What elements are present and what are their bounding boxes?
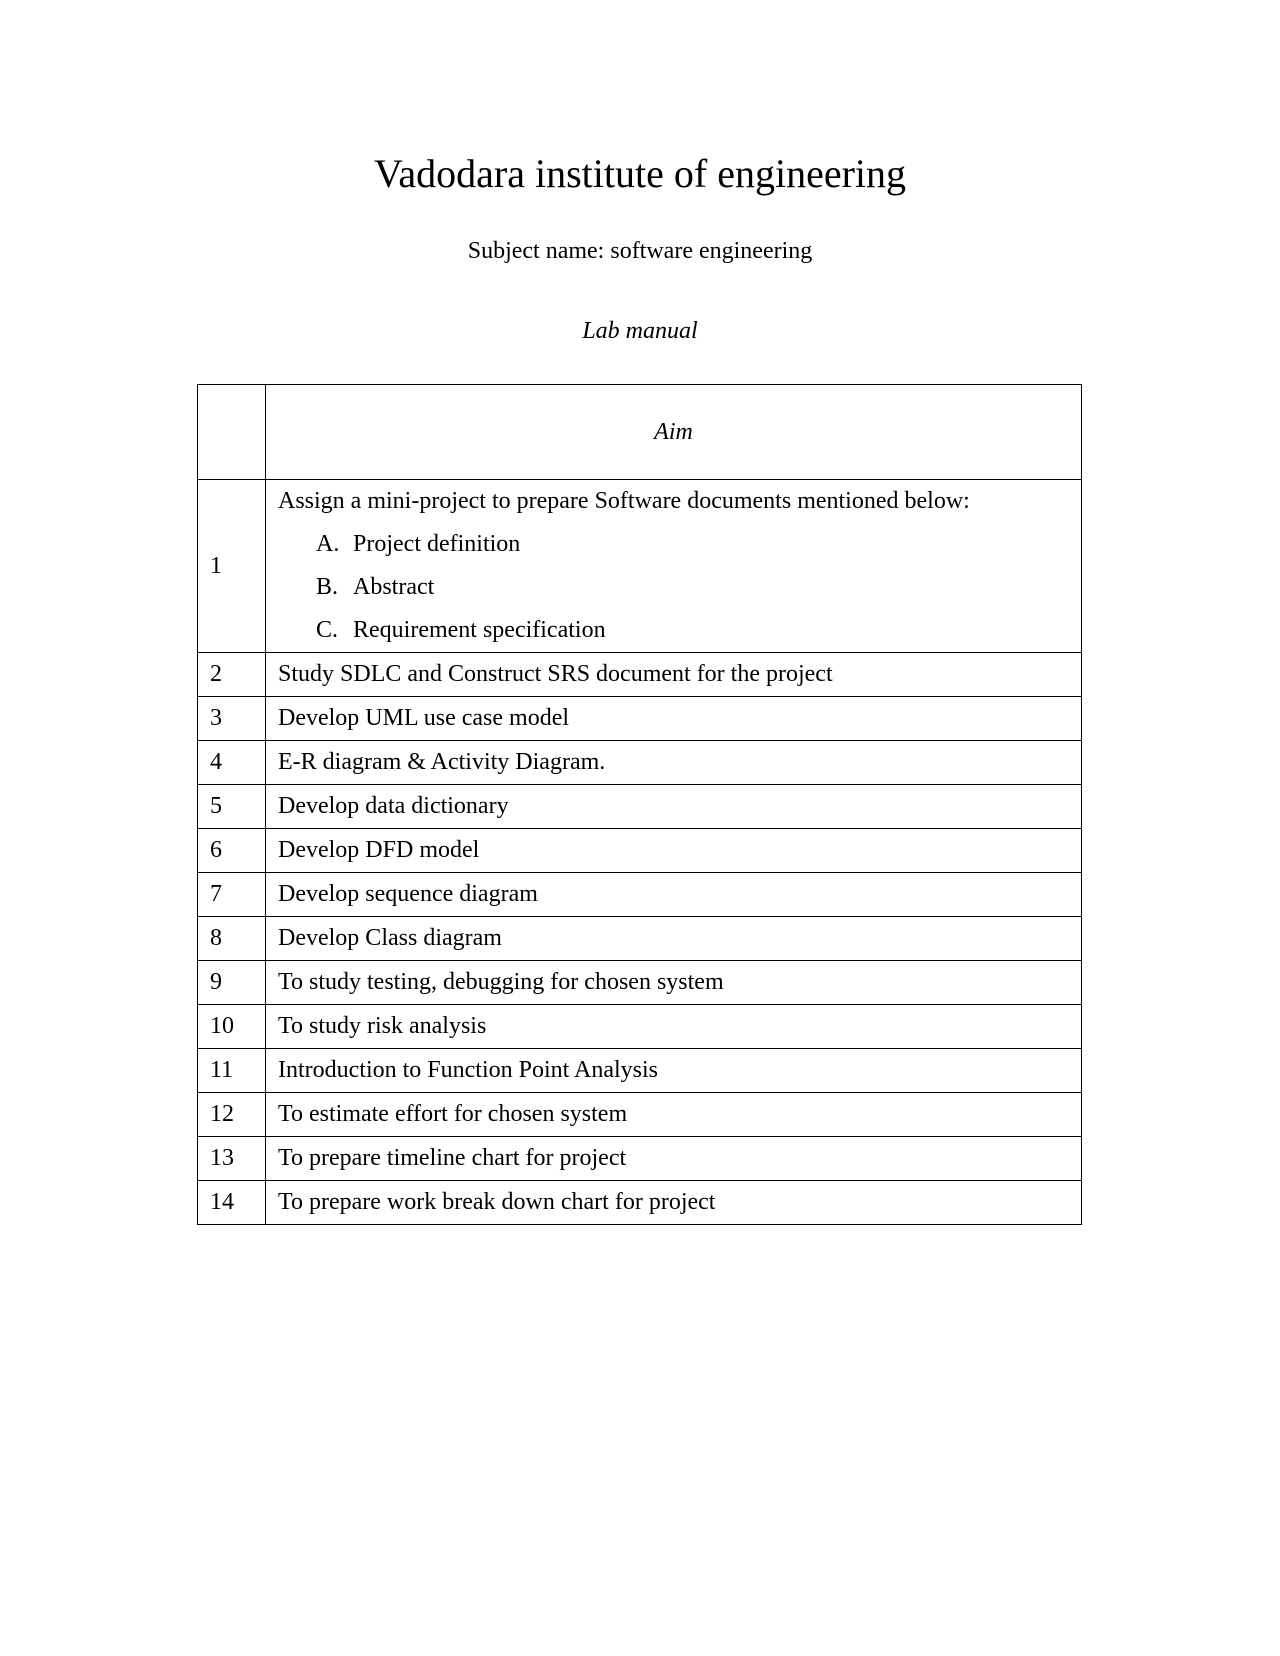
page-title: Vadodara institute of engineering <box>373 151 907 196</box>
sub-item-list <box>278 529 1081 645</box>
row-number: 5 <box>198 785 266 829</box>
row-number: 13 <box>198 1137 266 1181</box>
row-aim: To study testing, debugging for chosen system <box>266 961 1082 1005</box>
row-number: 10 <box>198 1005 266 1049</box>
row-aim: Develop data dictionary <box>266 785 1082 829</box>
row-number: 8 <box>198 917 266 961</box>
row-aim: To prepare timeline chart for project <box>266 1137 1082 1181</box>
row-aim <box>266 480 1082 653</box>
table-row <box>198 785 1082 829</box>
row-aim: Develop sequence diagram <box>266 873 1082 917</box>
list-item-text: Requirement specification <box>353 616 606 643</box>
row-aim: To study risk analysis <box>266 1005 1082 1049</box>
row-aim: Introduction to Function Point Analysis <box>266 1049 1082 1093</box>
subject-name: Subject name: software engineering <box>467 238 813 264</box>
row-aim: To estimate effort for chosen system <box>266 1093 1082 1137</box>
row-aim: Develop UML use case model <box>266 697 1082 741</box>
table-row <box>198 829 1082 873</box>
header-aim-cell: Aim <box>266 385 1082 480</box>
table-row <box>198 653 1082 697</box>
table-row <box>198 1049 1082 1093</box>
table-header-row <box>198 385 1082 480</box>
table-row <box>198 1093 1082 1137</box>
aims-table <box>197 384 1082 1225</box>
table-row <box>198 1005 1082 1049</box>
row-aim: Study SDLC and Construct SRS document for the project <box>266 653 1082 697</box>
list-item <box>316 615 1081 645</box>
list-item <box>316 572 1081 602</box>
list-item-text: Project definition <box>353 530 521 557</box>
row-aim: Develop DFD model <box>266 829 1082 873</box>
table-row <box>198 697 1082 741</box>
table-row <box>198 873 1082 917</box>
row-number: 6 <box>198 829 266 873</box>
row-aim: Develop Class diagram <box>266 917 1082 961</box>
row-number: 4 <box>198 741 266 785</box>
table-row <box>198 1181 1082 1225</box>
header-number-cell <box>198 385 266 480</box>
row-aim: To prepare work break down chart for project <box>266 1181 1082 1225</box>
row-number: 7 <box>198 873 266 917</box>
list-item-text: Abstract <box>353 573 435 600</box>
table-row <box>198 917 1082 961</box>
list-item-marker: A. <box>316 530 340 557</box>
row-number: 2 <box>198 653 266 697</box>
table-row <box>198 480 1082 653</box>
row-number: 11 <box>198 1049 266 1093</box>
row-aim-intro: Assign a mini-project to prepare Software documents mentioned below: <box>278 487 970 514</box>
document-subtitle: Lab manual <box>582 318 698 344</box>
list-item <box>316 529 1081 559</box>
table-row <box>198 1137 1082 1181</box>
row-aim: E-R diagram & Activity Diagram. <box>266 741 1082 785</box>
table-row <box>198 741 1082 785</box>
row-number: 3 <box>198 697 266 741</box>
row-number: 14 <box>198 1181 266 1225</box>
list-item-marker: B. <box>316 573 339 600</box>
row-number: 1 <box>198 480 266 653</box>
table-row <box>198 961 1082 1005</box>
list-item-marker: C. <box>316 616 339 643</box>
row-number: 9 <box>198 961 266 1005</box>
row-number: 12 <box>198 1093 266 1137</box>
